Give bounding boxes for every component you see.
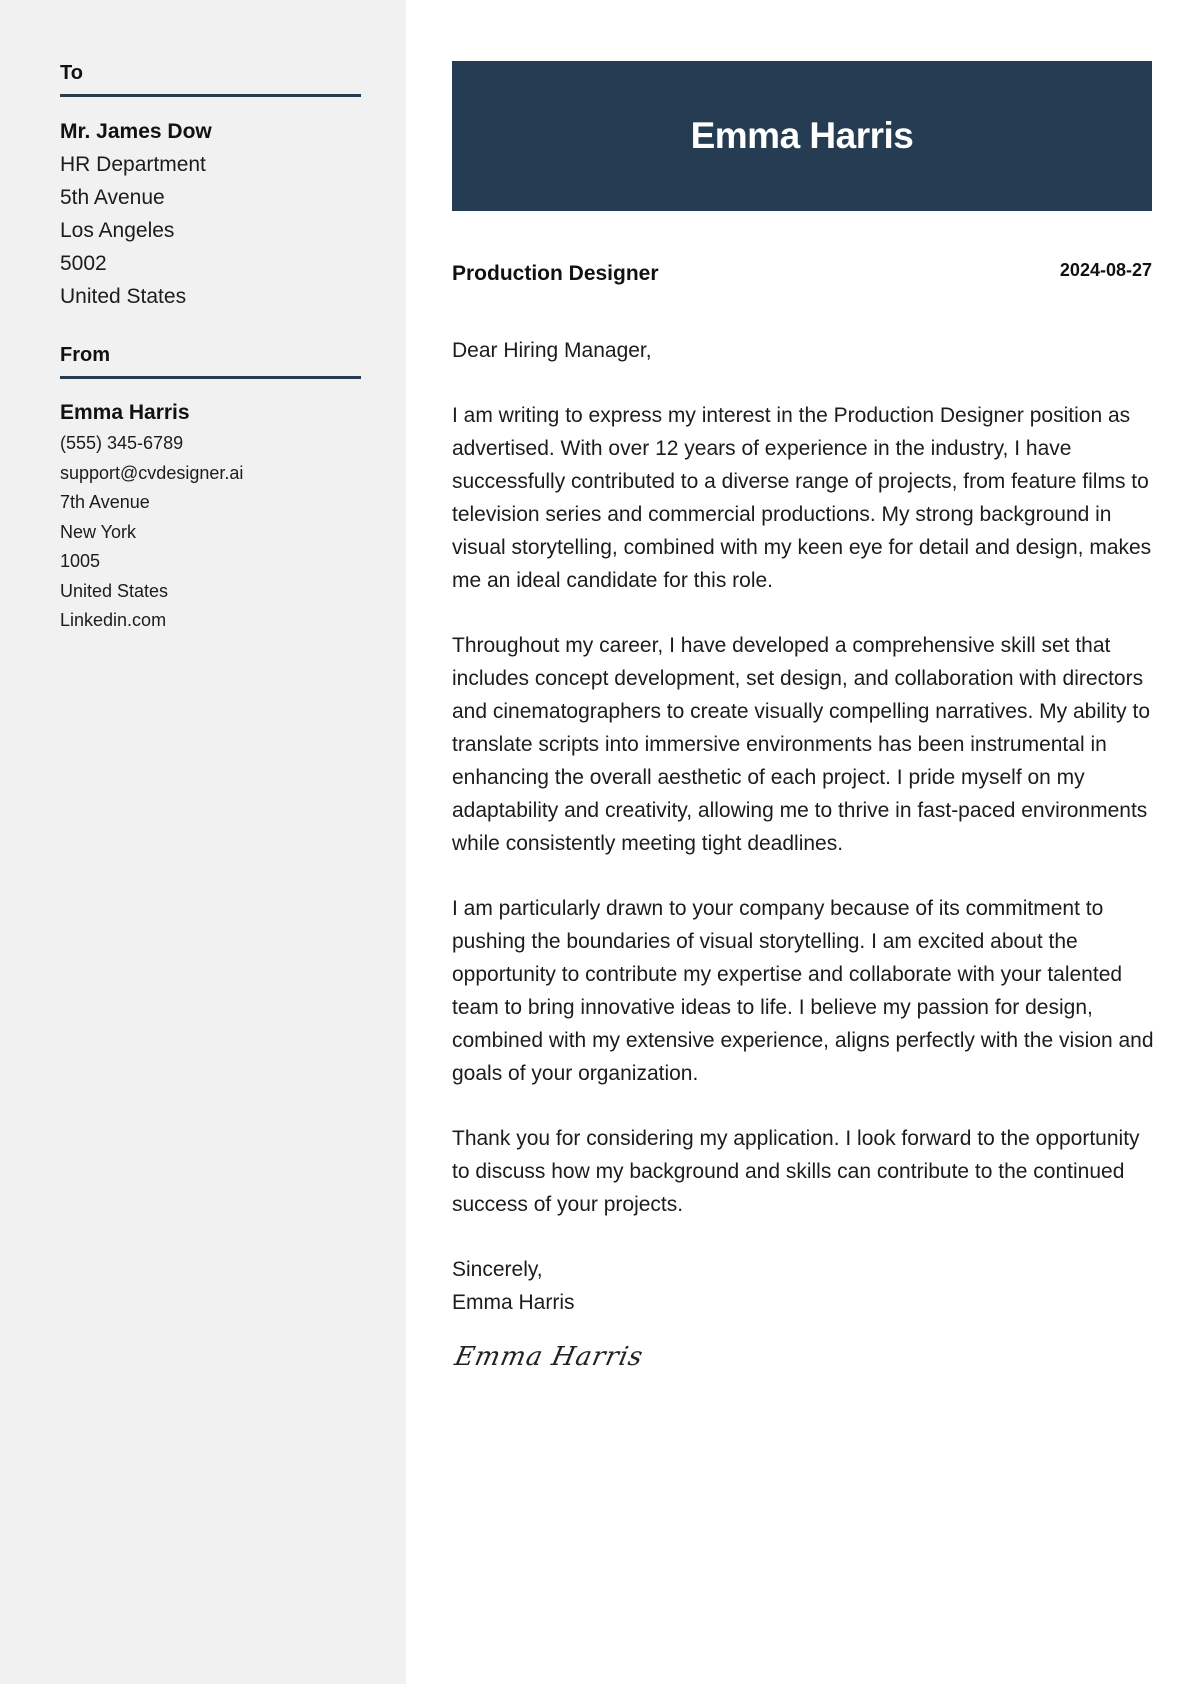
sender-city: New York [60,521,137,542]
sender-section [60,344,361,636]
recipient-postcode: 5002 [60,252,107,275]
sender-country: United States [60,580,169,601]
recipient-department: HR Department [60,153,206,176]
letter-body [452,334,1157,1319]
recipient-address [60,115,361,313]
recipient-city: Los Angeles [60,219,175,242]
sender-linkedin: Linkedin.com [60,610,167,630]
sender-phone: (555) 345-6789 [60,433,184,453]
signature: Emma Harris [452,1342,647,1372]
sender-postcode: 1005 [60,551,101,571]
closing: Sincerely, [452,1258,543,1281]
closing-name: Emma Harris [452,1291,575,1314]
sender-street: 7th Avenue [60,492,150,512]
salutation: Dear Hiring Manager, [452,339,652,362]
sender-name: Emma Harris [60,401,190,424]
sender-email: support@cvdesigner.ai [60,462,244,483]
paragraph-4: Thank you for considering my application. I look forward to the opportunity to discuss how my background and skills can contribute to the continued success of your projects. [452,1127,1140,1216]
sender-details [60,397,361,636]
recipient-heading: To [60,62,361,97]
recipient-name: Mr. James Dow [60,120,212,143]
recipient-street: 5th Avenue [60,186,165,209]
paragraph-3: I am particularly drawn to your company because of its commitment to pushing the boundaries of visual storytelling. I am excited about the opportunity to contribute my expertise and collaborate with your talented team to bring innovative ideas to life. I believe my passion for design, combined with my extensive experience, aligns perfectly with the vision and goals of your organization. [452,897,1154,1085]
letter-date: 2024-08-27 [1059,260,1152,280]
sender-heading: From [60,344,361,379]
meta-row [452,258,1152,288]
paragraph-1: I am writing to express my interest in the Production Designer position as advertised. With over 12 years of experience in the industry, I have successfully contributed to a diverse range of projects, from feature films to television series and commercial productions. My strong background in visual storytelling, combined with my keen eye for detail and design, makes me an ideal candidate for this role. [452,404,1152,592]
job-title: Production Designer [452,262,659,285]
recipient-section [60,62,361,313]
recipient-country: United States [60,285,187,308]
header-name: Emma Harris [690,115,914,156]
paragraph-2: Throughout my career, I have developed a comprehensive skill set that includes concept development, set design, and collaboration with directors and cinematographers to create visually compelling narratives. My ability to translate scripts into immersive environments has been instrumental in enhancing the overall aesthetic of each project. I pride myself on my adaptability and creativity, allowing me to thrive in fast-paced environments while consistently meeting tight deadlines. [452,634,1150,855]
sidebar [0,0,406,1684]
name-header [452,61,1152,211]
